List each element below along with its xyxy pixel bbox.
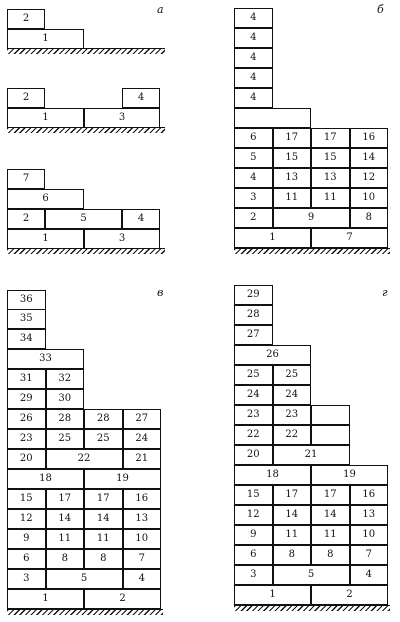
block-v-r14-c0: 3 — [7, 569, 46, 589]
ground-b — [234, 248, 390, 254]
block-v-r15-c1: 2 — [84, 589, 161, 609]
block-a3-6: 6 — [7, 189, 84, 209]
block-v-r14-c1: 5 — [46, 569, 123, 589]
block-v-r9-c1: 19 — [84, 469, 161, 489]
block-g-r8-c0: 20 — [234, 445, 273, 465]
block-v-r14-c2: 4 — [123, 569, 162, 589]
block-g-r5-c1: 24 — [273, 385, 312, 405]
block-b-r7-c3: 14 — [350, 148, 389, 168]
block-v-r8-c1: 22 — [46, 449, 123, 469]
block-b-r10-c1: 9 — [273, 208, 350, 228]
block-g-r11-c1: 14 — [273, 505, 312, 525]
block-b-r4-c0: 4 — [234, 88, 273, 108]
block-a1-2: 2 — [7, 9, 45, 29]
block-b-r3-c0: 4 — [234, 68, 273, 88]
block-g-r7-c1: 22 — [273, 425, 312, 445]
block-b-r7-c0: 5 — [234, 148, 273, 168]
block-a2-1: 1 — [7, 108, 84, 128]
block-g-r14-c2: 4 — [350, 565, 389, 585]
block-v-r12-c0: 9 — [7, 529, 46, 549]
block-a2-2: 2 — [7, 88, 45, 108]
block-b-r1-c0: 4 — [234, 28, 273, 48]
block-v-r3-c0: 33 — [7, 349, 84, 369]
block-b-r9-c0: 3 — [234, 188, 273, 208]
block-v-r10-c2: 17 — [84, 489, 123, 509]
block-g-r6-c0: 23 — [234, 405, 273, 425]
block-v-r12-c2: 11 — [84, 529, 123, 549]
block-v-r5-c1: 30 — [46, 389, 85, 409]
panel-label-a: а — [157, 3, 164, 16]
block-b-r10-c0: 2 — [234, 208, 273, 228]
block-b-r9-c2: 11 — [311, 188, 350, 208]
block-a2-3: 3 — [84, 108, 160, 128]
ground-a1 — [7, 48, 165, 54]
block-b-r8-c0: 4 — [234, 168, 273, 188]
block-a3-4: 4 — [122, 209, 160, 229]
block-a3-5: 5 — [45, 209, 122, 229]
block-v-r11-c2: 14 — [84, 509, 123, 529]
panel-label-v: в — [157, 286, 164, 299]
block-v-r7-c1: 25 — [46, 429, 85, 449]
block-v-r13-c3: 7 — [123, 549, 162, 569]
block-v-r8-c0: 20 — [7, 449, 46, 469]
block-g-r10-c3: 16 — [350, 485, 389, 505]
block-g-r15-c0: 1 — [234, 585, 311, 605]
block-g-r12-c3: 10 — [350, 525, 389, 545]
block-g-r12-c1: 11 — [273, 525, 312, 545]
block-v-r15-c0: 1 — [7, 589, 84, 609]
block-v-r13-c1: 8 — [46, 549, 85, 569]
block-g-r13-c0: 6 — [234, 545, 273, 565]
block-v-r6-c0: 26 — [7, 409, 46, 429]
block-v-r7-c3: 24 — [123, 429, 162, 449]
block-v-r13-c2: 8 — [84, 549, 123, 569]
block-g-r6-c2 — [311, 405, 350, 425]
block-v-r6-c1: 28 — [46, 409, 85, 429]
block-b-r2-c0: 4 — [234, 48, 273, 68]
block-g-r6-c1: 23 — [273, 405, 312, 425]
block-v-r5-c0: 29 — [7, 389, 46, 409]
block-b-r6-c0: 6 — [234, 128, 273, 148]
block-g-r9-c1: 19 — [311, 465, 388, 485]
block-g-r13-c2: 8 — [311, 545, 350, 565]
block-g-r4-c0: 25 — [234, 365, 273, 385]
block-g-r10-c0: 15 — [234, 485, 273, 505]
block-b-r9-c3: 10 — [350, 188, 389, 208]
ground-v — [7, 609, 163, 615]
block-b-r6-c3: 16 — [350, 128, 389, 148]
block-b-r7-c1: 15 — [273, 148, 312, 168]
ground-a3 — [7, 248, 165, 254]
block-v-r8-c2: 21 — [123, 449, 162, 469]
block-g-r10-c1: 17 — [273, 485, 312, 505]
block-g-r14-c0: 3 — [234, 565, 273, 585]
block-v-r10-c1: 17 — [46, 489, 85, 509]
block-g-r1-c0: 28 — [234, 305, 273, 325]
block-v-r10-c0: 15 — [7, 489, 46, 509]
block-v-r13-c0: 6 — [7, 549, 46, 569]
block-v-r0-c0: 36 — [7, 290, 46, 310]
block-b-r11-c1: 7 — [311, 228, 388, 248]
block-v-r12-c1: 11 — [46, 529, 85, 549]
block-g-r10-c2: 17 — [311, 485, 350, 505]
block-b-r8-c2: 13 — [311, 168, 350, 188]
block-g-r12-c0: 9 — [234, 525, 273, 545]
block-g-r11-c0: 12 — [234, 505, 273, 525]
block-b-r7-c2: 15 — [311, 148, 350, 168]
block-g-r14-c1: 5 — [273, 565, 350, 585]
block-g-r15-c1: 2 — [311, 585, 388, 605]
block-b-r6-c2: 17 — [311, 128, 350, 148]
block-a3-1: 1 — [7, 229, 84, 249]
block-g-r11-c2: 14 — [311, 505, 350, 525]
block-b-r8-c1: 13 — [273, 168, 312, 188]
block-g-r11-c3: 13 — [350, 505, 389, 525]
block-v-r9-c0: 18 — [7, 469, 84, 489]
block-b-r11-c0: 1 — [234, 228, 311, 248]
block-g-r13-c3: 7 — [350, 545, 389, 565]
block-v-r4-c1: 32 — [46, 369, 85, 389]
block-v-r6-c2: 28 — [84, 409, 123, 429]
block-v-r11-c0: 12 — [7, 509, 46, 529]
block-v-r11-c1: 14 — [46, 509, 85, 529]
block-b-r8-c3: 12 — [350, 168, 389, 188]
block-v-r4-c0: 31 — [7, 369, 46, 389]
block-g-r7-c2 — [311, 425, 350, 445]
block-v-r12-c3: 10 — [123, 529, 162, 549]
block-g-r12-c2: 11 — [311, 525, 350, 545]
block-v-r7-c0: 23 — [7, 429, 46, 449]
block-g-r13-c1: 8 — [273, 545, 312, 565]
block-v-r6-c3: 27 — [123, 409, 162, 429]
panel-label-g: г — [382, 286, 388, 299]
block-b-r5-c0 — [234, 108, 311, 128]
ground-g — [234, 605, 390, 611]
block-v-r11-c3: 13 — [123, 509, 162, 529]
block-v-r7-c2: 25 — [84, 429, 123, 449]
block-g-r8-c1: 21 — [273, 445, 350, 465]
block-b-r9-c1: 11 — [273, 188, 312, 208]
block-g-r0-c0: 29 — [234, 285, 273, 305]
block-a3-3: 3 — [84, 229, 160, 249]
block-g-r3-c0: 26 — [234, 345, 311, 365]
block-b-r6-c1: 17 — [273, 128, 312, 148]
ground-a2 — [7, 127, 165, 133]
block-a2-4: 4 — [122, 88, 160, 108]
block-b-r10-c2: 8 — [350, 208, 389, 228]
block-a3-2: 2 — [7, 209, 45, 229]
block-v-r10-c3: 16 — [123, 489, 162, 509]
block-v-r2-c0: 34 — [7, 329, 46, 349]
block-a1-1: 1 — [7, 29, 84, 49]
panel-label-b: б — [377, 3, 384, 16]
block-b-r0-c0: 4 — [234, 8, 273, 28]
block-g-r9-c0: 18 — [234, 465, 311, 485]
block-a3-7: 7 — [7, 169, 45, 189]
block-v-r1-c0: 35 — [7, 309, 46, 329]
block-g-r5-c0: 24 — [234, 385, 273, 405]
block-g-r4-c1: 25 — [273, 365, 312, 385]
block-g-r2-c0: 27 — [234, 325, 273, 345]
block-g-r7-c0: 22 — [234, 425, 273, 445]
